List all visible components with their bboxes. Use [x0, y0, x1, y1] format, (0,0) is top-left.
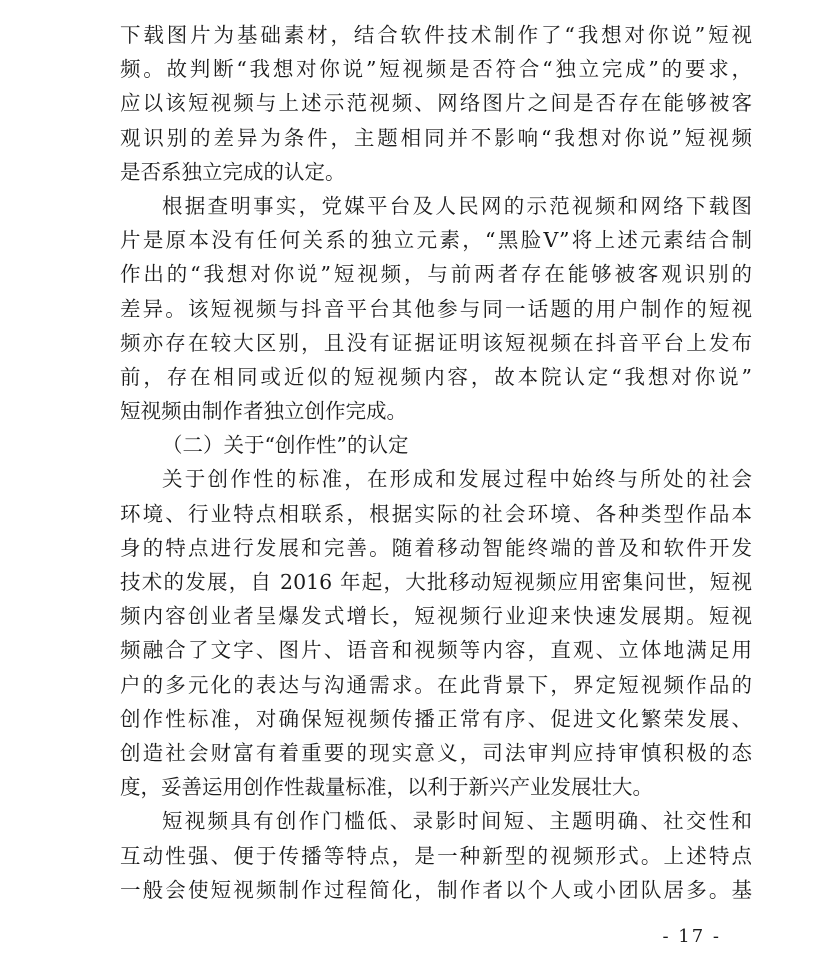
- text-line: 互动性强、便于传播等特点，是一种新型的视频形式。上述特点: [120, 843, 752, 868]
- paragraph: [120, 804, 752, 907]
- text-line: 创造社会财富有着重要的现实意义，司法审判应持审慎积极的态: [120, 740, 752, 765]
- text-line: 是否系独立完成的认定。: [120, 159, 346, 184]
- text-line: 频。故判断“我想对你说”短视频是否符合“独立完成”的要求，: [120, 57, 752, 82]
- text-line: 技术的发展，自 2016 年起，大批移动短视频应用密集问世，短视: [120, 570, 752, 594]
- text-line: 应以该短视频与上述示范视频、网络图片之间是否存在能够被客: [120, 91, 752, 116]
- paragraph: [120, 189, 752, 428]
- text-line: 创作性标准，对确保短视频传播正常有序、促进文化繁荣发展、: [120, 706, 752, 731]
- text-line: 频内容创业者呈爆发式增长，短视频行业迎来快速发展期。短视: [120, 604, 752, 629]
- text-line: 根据查明事实，党媒平台及人民网的示范视频和网络下载图: [162, 193, 752, 218]
- page-number: - 17 -: [662, 926, 721, 947]
- text-line: 频亦存在较大区别，且没有证据证明该短视频在抖音平台上发布: [120, 330, 752, 355]
- text-line: 前，存在相同或近似的短视频内容，故本院认定“我想对你说”: [120, 364, 752, 389]
- text-line: 度，妥善运用创作性裁量标准，以利于新兴产业发展壮大。: [120, 775, 653, 800]
- text-line: 环境、行业特点相联系，根据实际的社会环境、各种类型作品本: [120, 501, 752, 526]
- text-line: 观识别的差异为条件，主题相同并不影响“我想对你说”短视频: [120, 125, 752, 150]
- paragraph: [120, 18, 752, 189]
- heading-text: （二）关于“创作性”的认定: [162, 433, 409, 458]
- text-line: 户的多元化的表达与沟通需求。在此背景下，界定短视频作品的: [120, 672, 752, 697]
- text-line: 关于创作性的标准，在形成和发展过程中始终与所处的社会: [162, 467, 752, 492]
- text-line: 身的特点进行发展和完善。随着移动智能终端的普及和软件开发: [120, 535, 752, 560]
- paragraph: [120, 462, 752, 804]
- text-line: 短视频具有创作门槛低、录影时间短、主题明确、社交性和: [162, 809, 752, 834]
- text-line: 作出的“我想对你说”短视频，与前两者存在能够被客观识别的: [120, 262, 752, 287]
- text-line: 片是原本没有任何关系的独立元素，“黑脸V”将上述元素结合制: [120, 228, 752, 253]
- text-line: 差异。该短视频与抖音平台其他参与同一话题的用户制作的短视: [120, 296, 752, 321]
- body-text: [120, 18, 752, 907]
- text-line: 一般会使短视频制作过程简化，制作者以个人或小团队居多。基: [120, 877, 752, 902]
- section-heading: [120, 428, 752, 462]
- text-line: 频融合了文字、图片、语音和视频等内容，直观、立体地满足用: [120, 638, 752, 663]
- text-line: 下载图片为基础素材，结合软件技术制作了“我想对你说”短视: [120, 23, 752, 47]
- text-line: 短视频由制作者独立创作完成。: [120, 399, 407, 424]
